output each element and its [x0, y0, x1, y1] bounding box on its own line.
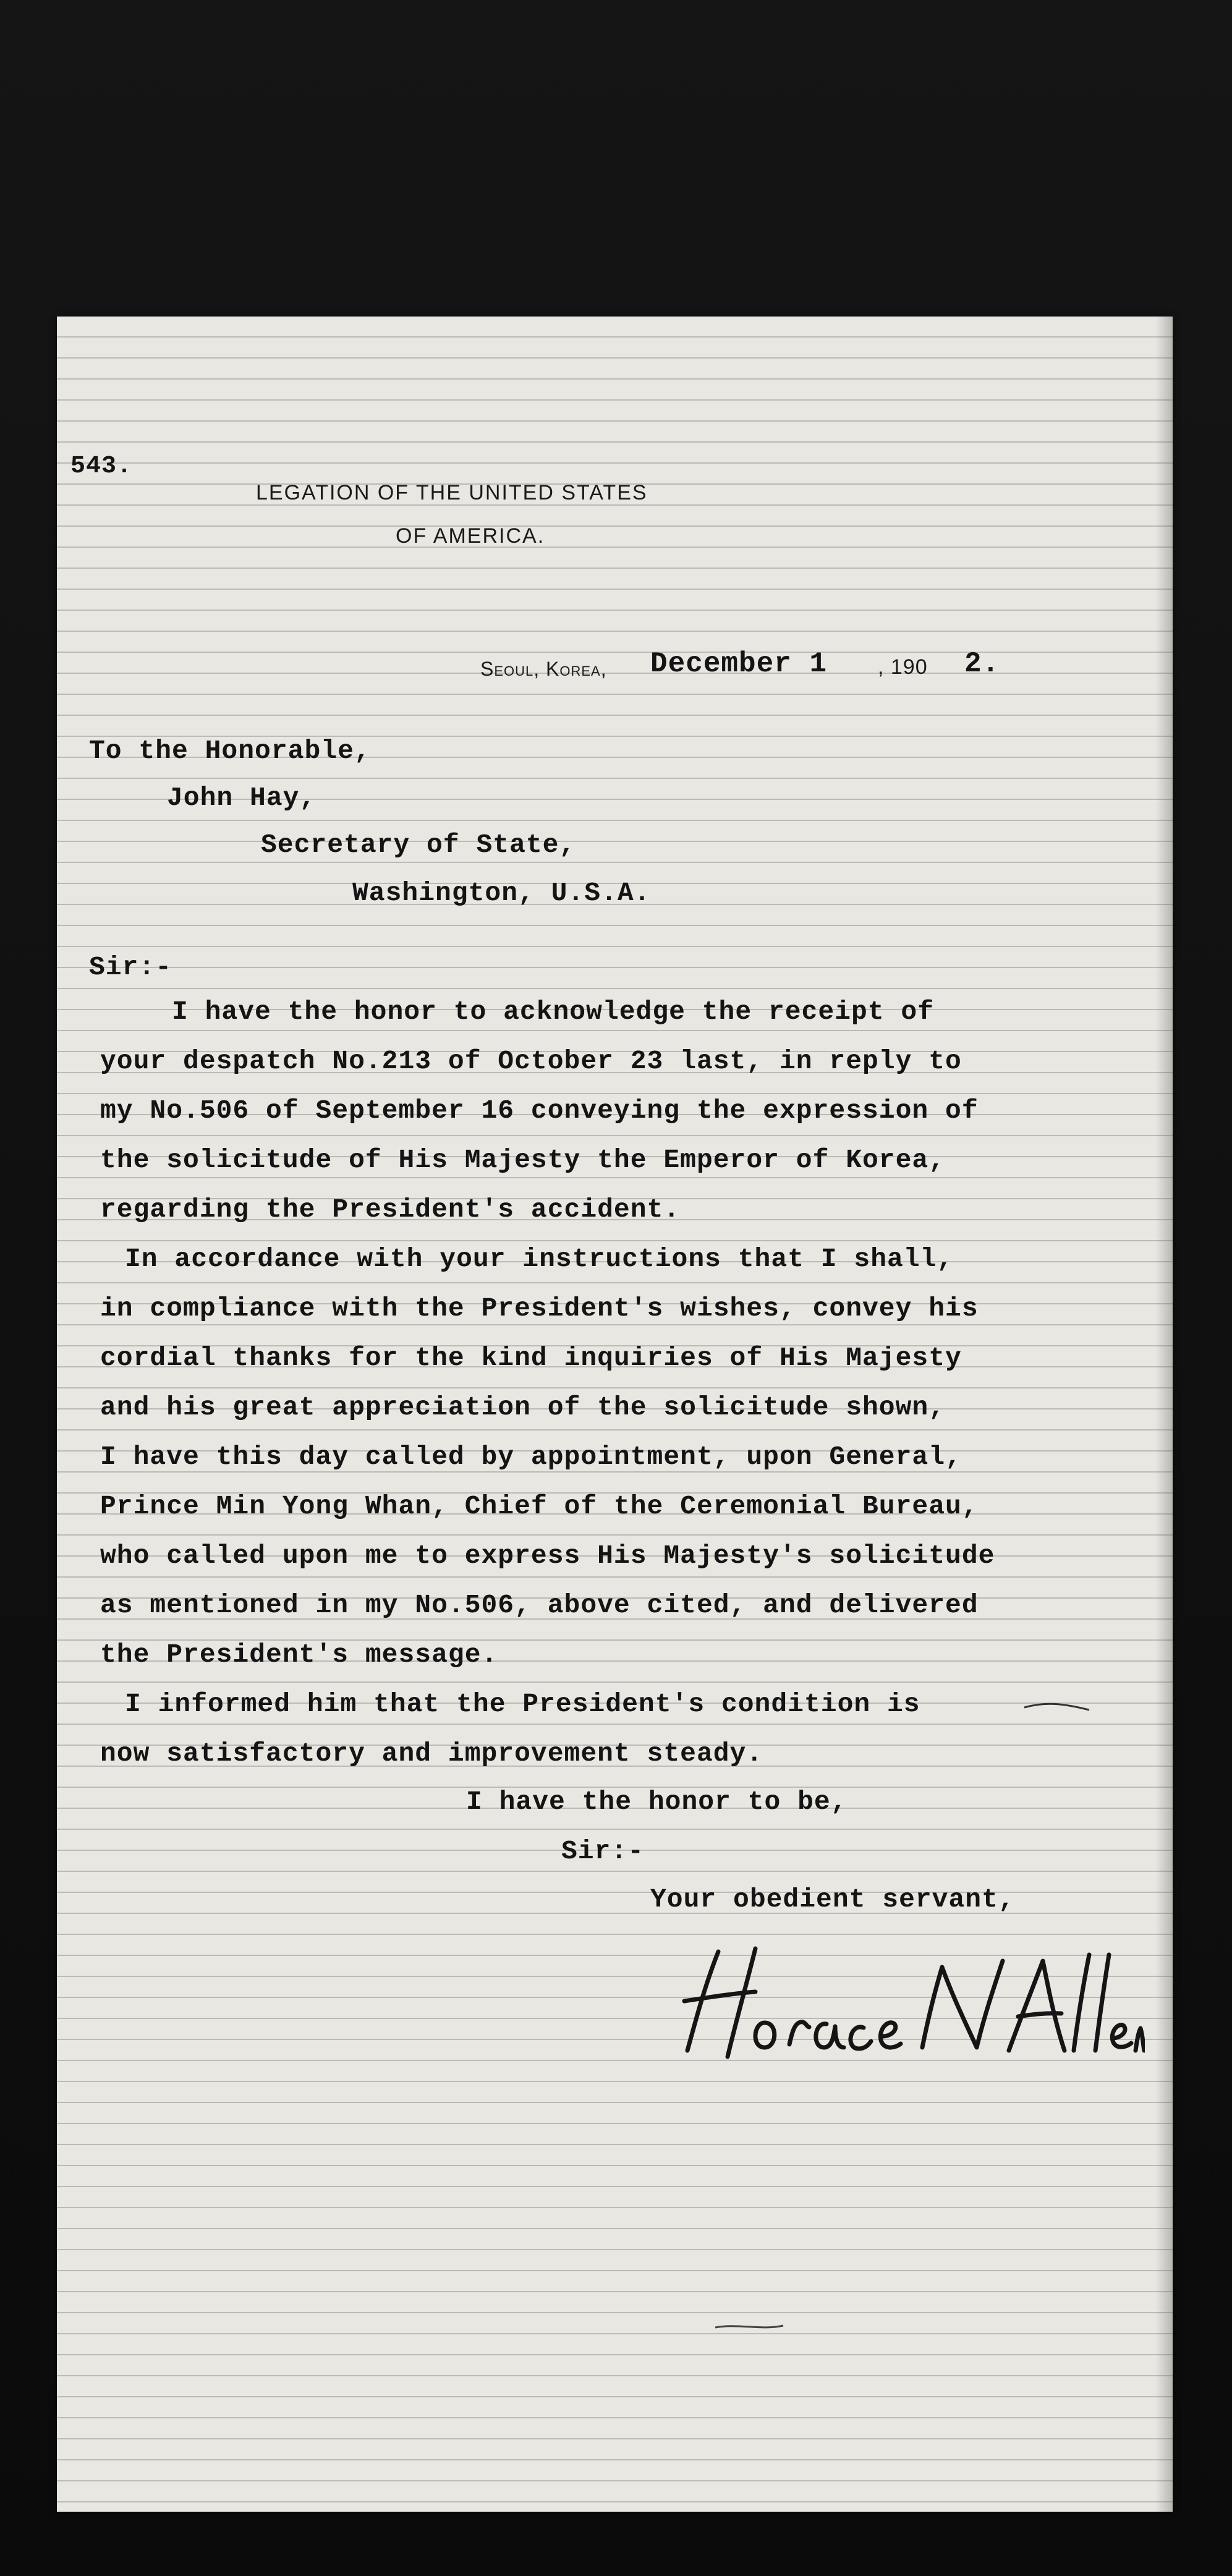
letter-sheet [57, 317, 1173, 2512]
footer-mark [712, 2318, 786, 2337]
body-line-8: cordial thanks for the kind inquiries of His Majesty [100, 1343, 962, 1373]
year-prefix: , 190 [878, 655, 928, 679]
body-line-2: your despatch No.213 of October 23 last, in reply to [100, 1046, 962, 1076]
body-line-13: as mentioned in my No.506, above cited, and delivered [100, 1590, 979, 1620]
body-line-11: Prince Min Yong Whan, Chief of the Ceremonial Bureau, [100, 1491, 979, 1521]
body-line-15: I informed him that the President's condition is [125, 1689, 920, 1719]
body-line-3: my No.506 of September 16 conveying the expression of [100, 1095, 979, 1126]
year-suffix: 2. [964, 648, 1000, 680]
closing-line-1: I have the honor to be, [466, 1787, 848, 1817]
body-line-7: in compliance with the President's wishes, convey his [100, 1293, 979, 1324]
letterhead-line-1: LEGATION OF THE UNITED STATES [256, 481, 648, 504]
letterhead-line-2: OF AMERICA. [396, 524, 545, 548]
date-text: December 1 [650, 648, 828, 680]
place-line: Seoul, Korea, [480, 658, 607, 680]
closing-line-3: Your obedient servant, [650, 1884, 1015, 1915]
paper-edge [1155, 317, 1173, 2512]
address-line-1: To the Honorable, [89, 736, 371, 766]
body-line-6: In accordance with your instructions that I shall, [125, 1244, 954, 1274]
body-line-14: the President's message. [100, 1639, 498, 1670]
body-line-16: now satisfactory and improvement steady. [100, 1738, 763, 1769]
body-line-12: who called upon me to express His Majesty's solicitude [100, 1541, 995, 1571]
address-line-4: Washington, U.S.A. [352, 878, 651, 908]
margin-mark [1021, 1695, 1095, 1720]
address-line-2: John Hay, [167, 783, 316, 813]
salutation: Sir:- [89, 952, 172, 982]
address-line-3: Secretary of State, [261, 830, 576, 860]
body-line-9: and his great appreciation of the solicitude shown, [100, 1392, 946, 1422]
despatch-number: 543. [70, 453, 133, 480]
closing-line-2: Sir:- [561, 1836, 645, 1866]
body-line-4: the solicitude of His Majesty the Emperor of Korea, [100, 1145, 946, 1175]
body-line-1: I have the honor to acknowledge the receipt of [172, 997, 934, 1027]
signature [663, 1924, 1145, 2085]
body-line-5: regarding the President's accident. [100, 1194, 681, 1225]
body-line-10: I have this day called by appointment, upon General, [100, 1442, 962, 1472]
